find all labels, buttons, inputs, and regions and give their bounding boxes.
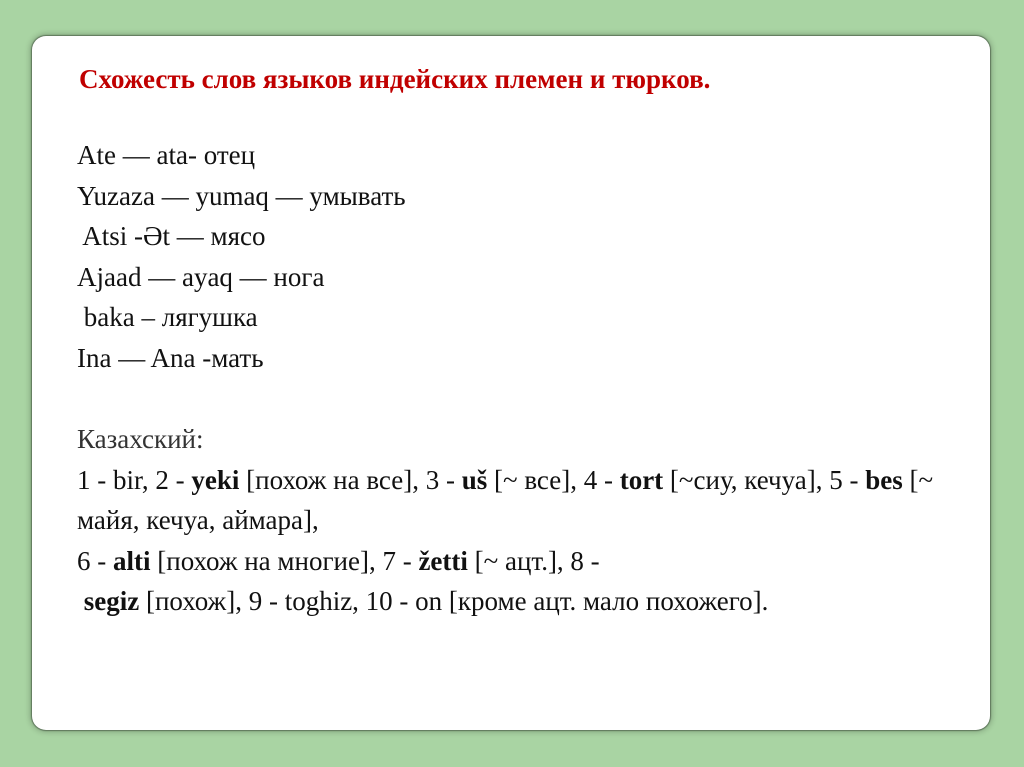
kazakh-numerals-text-2 xyxy=(77,541,957,582)
bold-word-segiz: segiz xyxy=(83,586,140,616)
bold-word-zetti: žetti xyxy=(418,545,468,576)
word-pairs-list xyxy=(77,135,406,378)
text-run: [похож на многие], 7 - xyxy=(150,545,419,576)
word-pair-line: baka – лягушка xyxy=(77,302,258,332)
word-pair-line: Ina — Ana -мать xyxy=(77,342,264,373)
text-run: [~ все], 4 - xyxy=(487,464,620,495)
bold-word-us: uš xyxy=(461,464,488,495)
text-run: [похож], 9 - toghiz, 10 - on [кроме ацт. мало похожего]. xyxy=(139,586,769,616)
word-pair-line: Ate — ata- отец xyxy=(77,140,256,170)
text-run xyxy=(77,586,84,616)
kazakh-numerals-paragraph xyxy=(77,419,957,622)
kazakh-numerals-text-1 xyxy=(77,460,957,541)
kazakh-label: Казахский: xyxy=(77,424,204,454)
bold-word-tort: tort xyxy=(619,464,664,495)
word-pair-line: Ajaad — ayaq — нога xyxy=(77,261,325,292)
text-run: 6 - xyxy=(77,545,113,576)
text-run: 1 - bir, 2 - xyxy=(77,464,192,495)
text-run: [похож на все], 3 - xyxy=(239,464,462,495)
kazakh-numerals-text-3 xyxy=(77,581,957,622)
slide xyxy=(32,36,990,730)
text-run: [~сиу, кечуа], 5 - xyxy=(663,464,866,495)
bold-word-bes: bes xyxy=(865,464,903,495)
bold-word-yeki: yeki xyxy=(191,464,240,495)
text-run: [~ ацт.], 8 - xyxy=(467,545,600,576)
word-pair-line: Atsi -Ət — мясо xyxy=(77,221,266,251)
word-pair-line: Yuzaza — yumaq — умывать xyxy=(77,180,406,211)
text-run: [~ майя, кечуа, аймара], xyxy=(77,464,934,535)
slide-title: Схожесть слов языков индейских племен и тюрков. xyxy=(79,64,711,94)
bold-word-alti: alti xyxy=(113,545,151,576)
